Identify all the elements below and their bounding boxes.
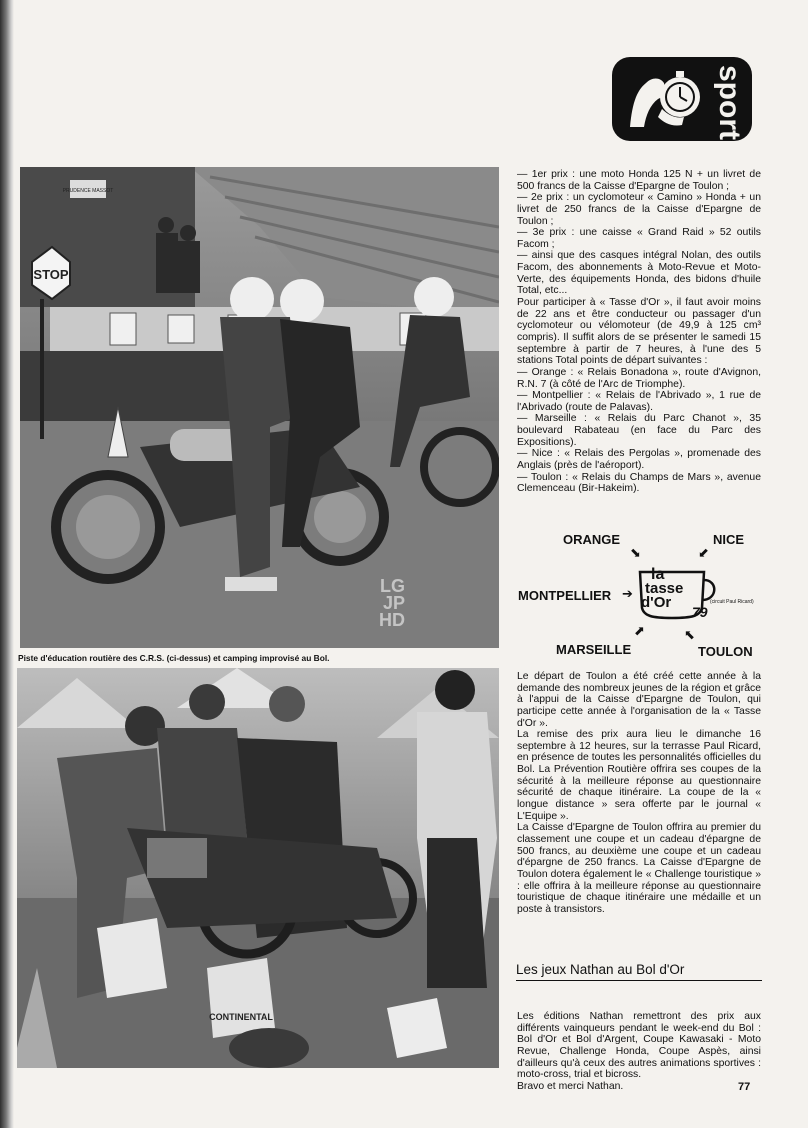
paragraph: Bravo et merci Nathan. — [517, 1080, 624, 1092]
arrow-toulon-icon: ⬉ — [684, 628, 695, 643]
motorcycle-riders-illustration — [20, 167, 499, 648]
paragraph: — 1er prix : une moto Honda 125 N + un livret de 500 francs de la Caisse d'Epargne de Toulon ; — [517, 169, 761, 192]
page-binding-shadow — [0, 0, 14, 1128]
watermark-line: HD — [379, 610, 405, 630]
camping-scene-illustration — [17, 668, 499, 1068]
paragraph: — Toulon : « Relais du Champs de Mars », avenue Clemenceau (Bir-Hakeim). — [517, 471, 761, 495]
paragraph: Pour participer à « Tasse d'Or », il faut avoir moins de 22 ans et être conducteur ou passager d'un cyclomoteur ou vélomoteur (de 49,9 à 125 cm³ compris). Il suffit alors de se présenter le samedi 15 septembre à partir de 7 heures, à l'une des 5 stations Total points de départ suivantes : — [517, 297, 761, 367]
shirt-text: CONTINENTAL — [209, 1012, 273, 1022]
paragraph: — Montpellier : « Relais de l'Abrivado », 1 rue de l'Abrivado (route de Palavas). — [517, 390, 761, 413]
page-number: 77 — [738, 1081, 751, 1093]
prizes-text-column — [517, 169, 761, 495]
paragraph: Les éditions Nathan remettront des prix aux différents vainqueurs pendant le week-end du Bol : Bol d'Or et Bol d'Argent, Coupe Kawasaki - Moto Revue, Challenge Honda, Coupe Aspès, ainsi d'ailleurs qu'à ceux des autres animations sportives : moto-cross, trial et bicross. — [517, 1011, 761, 1081]
city-orange: ORANGE — [563, 532, 621, 547]
photo-caption: Piste d'éducation routière des C.R.S. (ci-dessus) et camping improvisé au Bol. — [18, 653, 330, 663]
paragraph: — 3e prix : une caisse « Grand Raid » 52 outils Facom ; — [517, 227, 761, 250]
paragraph: Le départ de Toulon a été créé cette année à la demande des nombreux jeunes de la région et grâce à l'appui de la Caisse d'Epargne de Toulon, qui participe cette année à l'organisation de la « Tasse d'Or ». — [517, 671, 761, 729]
camping-photo — [17, 668, 499, 1068]
paragraph: — 2e prix : un cyclomoteur « Camino » Honda + un livret de 250 francs de la Caisse d'Epargne de Toulon ; — [517, 192, 761, 227]
paragraph: — ainsi que des casques intégral Nolan, des outils Facom, des abonnements à Moto-Revue et Moto-Verte, des équipements Honda, des bidons d'huile Total, etc... — [517, 250, 761, 297]
paragraph: La Caisse d'Epargne de Toulon offrira au premier du classement une coupe et un cadeau d'épargne de 500 francs, au deuxième une coupe et un cadeau d'épargne de 250 francs. La Caisse d'Epargne de Toulon dotera également le « Challenge touristique » : elle offrira à la meilleure réponse au questionnaire touristique de chaque itinéraire une médaille et un poste à transistors. — [517, 822, 761, 915]
arrow-montpellier-icon: ➔ — [622, 587, 633, 602]
city-marseille: MARSEILLE — [556, 642, 632, 657]
sign-top-text: PRUDENCE MASSOT — [62, 188, 114, 194]
watermark — [325, 578, 405, 648]
cup-text-la: la — [651, 566, 665, 583]
toulon-departure-text-column — [517, 671, 761, 915]
watermark-line: LG — [380, 576, 405, 596]
paragraph: — Marseille : « Relais du Parc Chanot », 35 boulevard Rabateau (en face du Parc des Expositions). — [517, 413, 761, 448]
paragraph: — Nice : « Relais des Pergolas », promenade des Anglais (près de l'aéroport). — [517, 448, 761, 472]
paragraph: La remise des prix aura lieu le dimanche 16 septembre à 12 heures, sur la terrasse Paul Ricard, en présence de toutes les personnalités officielles du Bol. La Prévention Routière offrira ses coupes de la sécurité à la meilleure réponse au questionnaire sécurité de chaque itinéraire. La coupe de la « longue distance » sera offerte par le journal « L'Equipe ». — [517, 729, 761, 822]
stop-sign-text: STOP — [33, 267, 69, 282]
tasse-dor-route-map — [514, 528, 764, 663]
city-nice: NICE — [713, 532, 745, 547]
watermark-line: JP — [382, 593, 405, 613]
city-toulon: TOULON — [698, 644, 753, 659]
arrow-nice-icon: ⬋ — [698, 546, 709, 561]
paragraph: — Orange : « Relais Bonadona », route d'Avignon, R.N. 7 (à côté de l'Arc de Triomphe). — [517, 366, 761, 390]
stopwatch-hand-icon — [622, 65, 712, 135]
crs-road-education-photo — [20, 167, 499, 648]
city-montpellier: MONTPELLIER — [518, 588, 612, 603]
cup-text-dor: d'Or — [641, 594, 672, 611]
cup-year: 79 — [692, 604, 708, 620]
sport-logo — [612, 57, 752, 141]
nathan-games-text-column — [517, 1011, 761, 1092]
logo-text: sport — [713, 65, 746, 140]
section-heading: Les jeux Nathan au Bol d'Or — [516, 962, 762, 981]
arrow-orange-icon: ⬊ — [630, 546, 641, 561]
cup-text-tasse: tasse — [645, 580, 684, 597]
arrow-marseille-icon: ⬈ — [634, 624, 645, 639]
cup-circuit-note: (circuit Paul Ricard) — [710, 599, 754, 605]
